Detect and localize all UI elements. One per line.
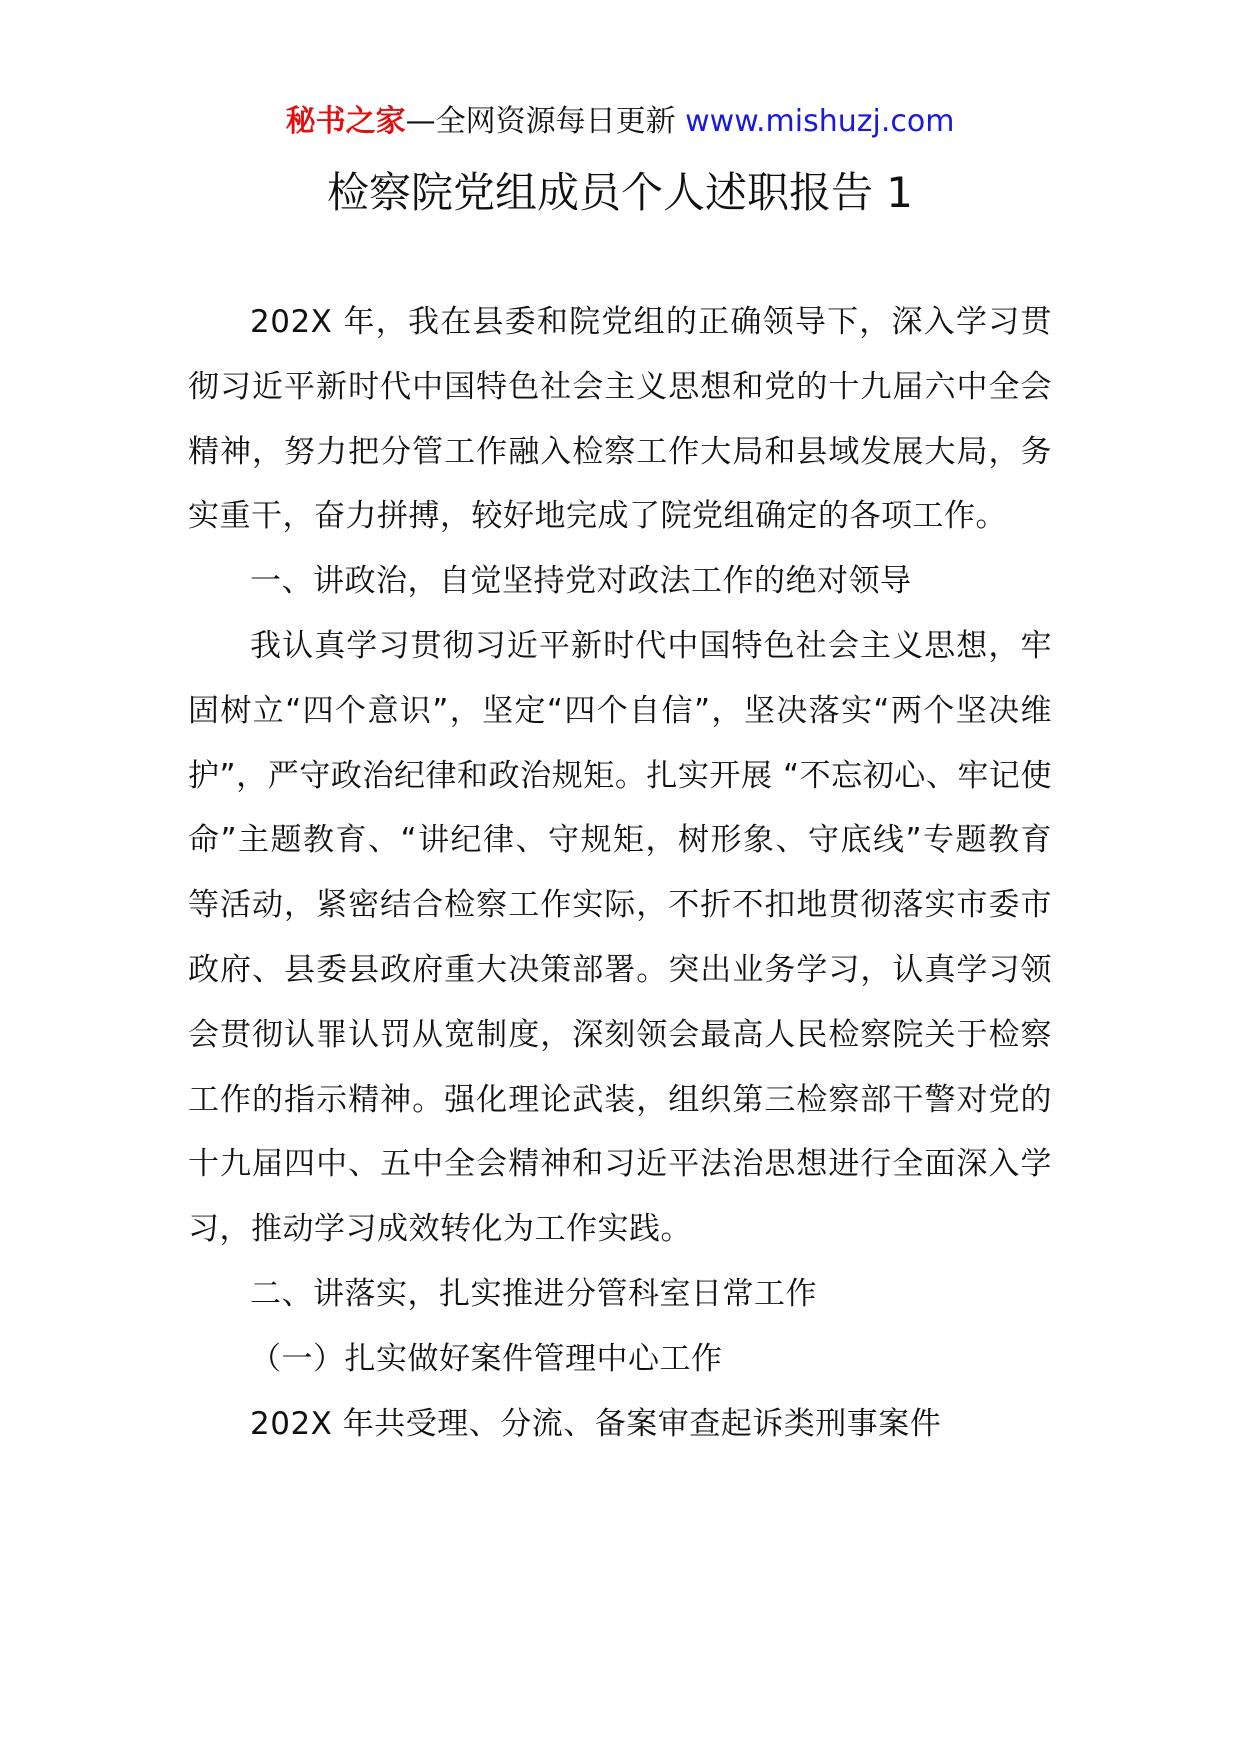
header-tagline: —全网资源每日更新 <box>405 104 686 139</box>
intro-paragraph: 202X 年，我在县委和院党组的正确领导下，深入学习贯彻习近平新时代中国特色社会主义思想和党的十九届六中全会精神，努力把分管工作融入检察工作大局和县域发展大局，务实重干，奋力拼搏，较好地完成了院党组确定的各项工作。 <box>188 304 1052 535</box>
document-body <box>188 290 1052 1456</box>
subsection-1-heading: （一）扎实做好案件管理中心工作 <box>250 1340 723 1377</box>
document-title: 检察院党组成员个人述职报告 1 <box>326 168 914 217</box>
site-header <box>0 100 1240 144</box>
subsection-1-paragraph: 202X 年共受理、分流、备案审查起诉类刑事案件 <box>250 1405 942 1442</box>
section-2-heading: 二、讲落实，扎实推进分管科室日常工作 <box>250 1275 817 1312</box>
section-1-paragraph: 我认真学习贯彻习近平新时代中国特色社会主义思想，牢固树立“四个意识”，坚定“四个自信”，坚决落实“两个坚决维护”，严守政治纪律和政治规矩。扎实开展 “不忘初心、牢记使命”主题教育、“讲纪律、守规矩，树形象、守底线”专题教育等活动，紧密结合检察工作实际，不折不扣地贯彻落实市委市政府、县委县政府重大决策部署。突出业务学习，认真学习领会贯彻认罪认罚从宽制度，深刻领会最高人民检察院关于检察工作的指示精神。强化理论武装，组织第三检察部干警对党的十九届四中、五中全会精神和习近平法治思想进行全面深入学习，推动学习成效转化为工作实践。 <box>188 627 1052 1248</box>
site-url-link[interactable]: www.mishuzj.com <box>685 104 955 139</box>
section-1-heading: 一、讲政治，自觉坚持党对政法工作的绝对领导 <box>250 563 912 600</box>
brand-name: 秘书之家 <box>285 104 406 139</box>
